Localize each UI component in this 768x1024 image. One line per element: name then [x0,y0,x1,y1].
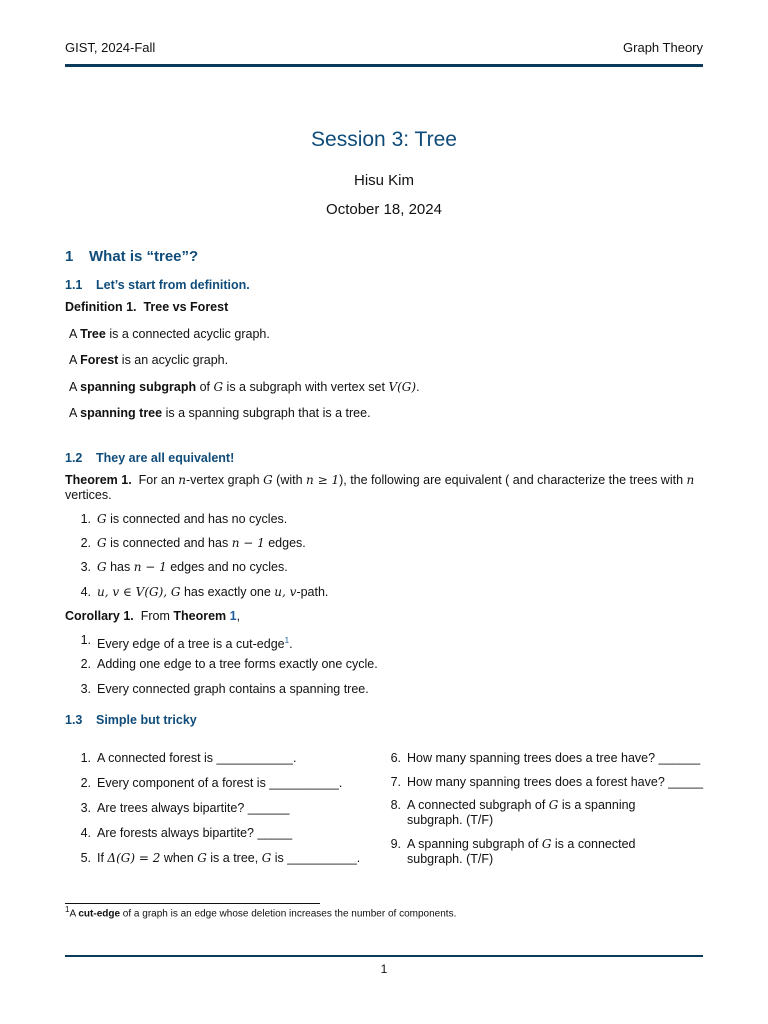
document-author: Hisu Kim [353,172,414,189]
subsection-title: They are all equivalent! [96,451,235,465]
page-number: 1 [380,962,388,976]
section-1-heading [65,248,198,265]
header-course: GIST, 2024-Fall [65,40,156,55]
definition-spanning-subgraph: A spanning subgraph of G is a subgraph with vertex set V(G). [69,380,420,394]
document-page: GIST, 2024-Fall Graph Theory Session 3: Tree Hisu Kim October 18, 2024 1 What is “tree”? 1.1 Let’s start from definition. Definition 1. Tree vs Forest A Tree is a connected acyclic graph. A Forest is an acyclic graph. A spanning subgraph of G is a subgraph with vertex set V(G). A spanning tree is a spanning subgraph that is a tree. 1.2 They are all equivalent! Theorem 1. For an n-vertex graph G (with n ≥ 1), the following are equivalent ( and characterize the trees with n vertices. 1. G is connected and has no cycles. 2. G is connected and has n − 1 edges. 3. G has n − 1 edges and no cycles. 4. u, v ∈ V(G), G has exactly one u, v-path. Corollary 1. From Theorem 1, 1. Every edge of a tree is a cut-edge$^1$. 2. Adding one edge to a tree forms exactly one cycle. 3. Every connected graph contains a spanning tree. 1.3 Simple but tricky 1. A connected forest is ___________. 2. Every component of a forest is __________. 3. Are trees always bipartite? ______ 4. Are forests always bipartite? _____ 5. If Δ(G) = 2 when G is a tree, G is __________. 6. How many spanning trees does a tree have? ______ 7. How many spanning trees does a forest have? _____ 8. A connected subgraph of G is a spanning subgraph. (T/F) 9. A spanning subgraph of G is a connected subgraph. (T/F) $^1$A cut-edge of a graph is an edge whose deletion increases the number of components. 1 [65,40,704,976]
document-date: October 18, 2024 [326,201,442,218]
definition-spanning-tree: A spanning tree is a spanning subgraph that is a tree. [69,406,371,420]
section-number: 1 [65,248,74,265]
theorem-statement: Theorem 1. For an n-vertex graph G (with n ≥ 1), the following are equivalent ( and characterize the trees with n [65,473,695,487]
header-subject: Graph Theory [623,40,703,55]
header-rule [65,64,703,67]
subsection-number: 1.3 [65,713,83,727]
footnote-ref[interactable]: 1 [284,636,290,645]
subsection-title: Simple but tricky [96,713,197,727]
subsection-1-2-heading [65,451,234,465]
subsection-number: 1.1 [65,278,83,292]
theorem-statement-cont: vertices. [65,488,112,502]
subsection-title: Let’s start from definition. [96,278,250,292]
subsection-number: 1.2 [65,451,83,465]
footnote: $^1$A cut-edge of a graph is an edge whose deletion increases the number of components. [65,905,457,920]
document-title: Session 3: Tree [311,128,457,151]
subsection-1-3-heading [65,713,197,727]
definition-forest: A Forest is an acyclic graph. [69,353,229,367]
subsection-1-1-heading [65,278,250,292]
section-title: What is “tree”? [89,248,199,265]
corollary-statement: Corollary 1. From Theorem 1, [65,609,241,623]
definition-tree: A Tree is a connected acyclic graph. [69,327,270,341]
footer-rule [65,955,703,957]
definition-heading: Definition 1. Tree vs Forest [65,300,229,314]
footnote-rule [65,903,320,904]
